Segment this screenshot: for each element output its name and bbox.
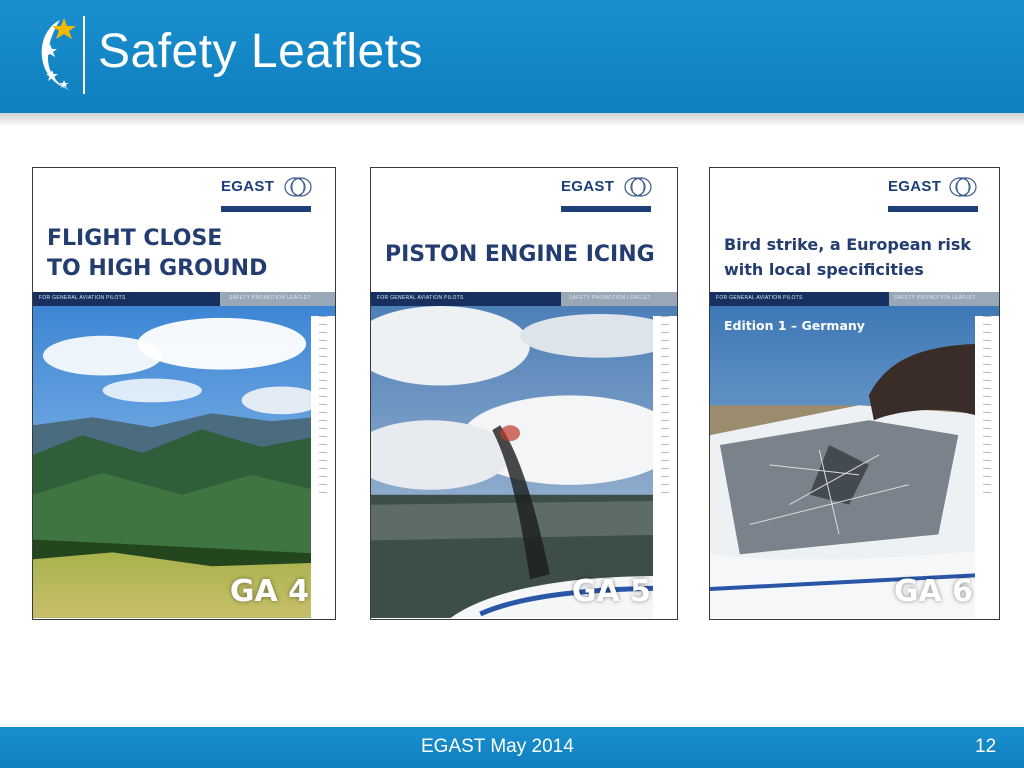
leaflet-title: FLIGHT CLOSE TO HIGH GROUND: [47, 226, 268, 281]
leaflet-code: GA 6: [893, 574, 973, 609]
leaflet-band: FOR GENERAL AVIATION PILOTS SAFETY PROMOTION LEAFLET: [33, 292, 335, 306]
leaflet-title: PISTON ENGINE ICING: [385, 242, 655, 267]
egast-rings-icon: [948, 174, 978, 200]
brand-tag-bar: [888, 206, 978, 212]
edition-label: Edition 1 – Germany: [724, 318, 865, 333]
egast-brand: EGAST: [561, 178, 615, 195]
brand-tag-bar: [221, 206, 311, 212]
propeller-photo: [371, 306, 677, 618]
page-number: 12: [975, 736, 997, 757]
slide-header: [0, 0, 1024, 113]
leaflet-code: GA 4: [229, 574, 309, 609]
slide-footer: [0, 727, 1024, 768]
logo-divider: [83, 16, 85, 94]
leaflet-ruler: [311, 316, 335, 619]
egast-rings-icon: [623, 174, 653, 200]
footer-text: EGAST May 2014: [421, 736, 574, 757]
leaflet-title: Bird strike, a European risk with local specificities: [724, 235, 972, 279]
egast-star-logo-icon: [30, 14, 80, 96]
egast-brand: EGAST: [221, 178, 275, 195]
leaflet-ruler: [975, 316, 999, 619]
mountain-photo: [33, 306, 335, 618]
egast-rings-icon: [283, 174, 313, 200]
leaflet-ga5[interactable]: [370, 167, 678, 620]
brand-tag-bar: [561, 206, 651, 212]
slide-title: Safety Leaflets: [98, 25, 424, 78]
leaflet-ga6[interactable]: [709, 167, 1000, 620]
leaflet-ruler: [653, 316, 677, 619]
leaflet-band: FOR GENERAL AVIATION PILOTS SAFETY PROMOTION LEAFLET: [710, 292, 999, 306]
leaflet-code: GA 5: [571, 574, 651, 609]
windshield-photo: [710, 306, 999, 618]
leaflet-ga4[interactable]: [32, 167, 336, 620]
header-shadow: [0, 113, 1024, 127]
leaflet-band: FOR GENERAL AVIATION PILOTS SAFETY PROMOTION LEAFLET: [371, 292, 677, 306]
egast-brand: EGAST: [888, 178, 942, 195]
